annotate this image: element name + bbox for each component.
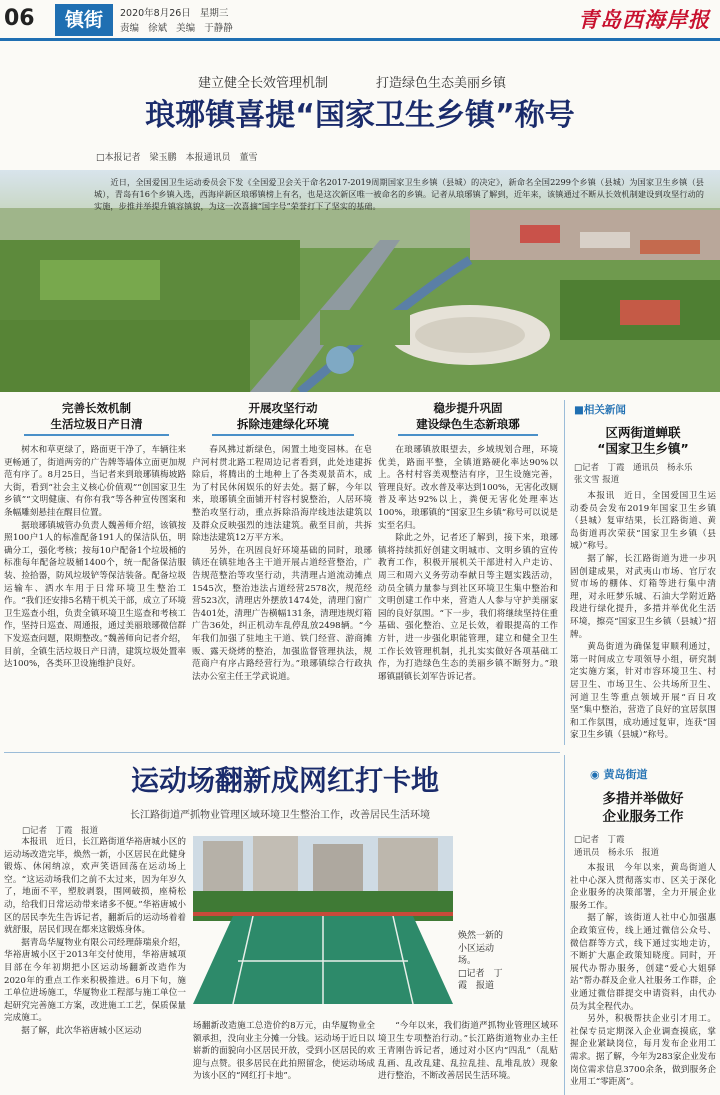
sidebar2-byline-line2: 通讯员 杨永乐 报道 — [574, 847, 660, 858]
sidebar1-byline-line1: □记者 丁霞 通讯员 杨永乐 — [574, 463, 693, 473]
story2-byline: □记者 丁霞 报道 — [22, 826, 99, 836]
location-tag: 黄岛街道 — [603, 768, 648, 781]
subhead-1-line2: 生活垃圾日产日清 — [50, 417, 143, 431]
kicker-right: 打造绿色生态美丽乡镇 — [376, 76, 507, 91]
subhead-2-line1: 开展攻坚行动 — [248, 401, 318, 415]
subhead-2-line2: 拆除违建绿化环境 — [237, 417, 329, 431]
sidebar2-para1: 本报讯 今年以来，黄岛街道人社中心深入贯彻落实市、区关于深化企业服务的决策部署，全力开展企业服务工作。 — [570, 863, 716, 911]
story2-column-3 — [378, 1020, 558, 1095]
story2-column-2 — [193, 1020, 375, 1095]
header-rule — [0, 38, 720, 41]
story1-col2-para2: 另外，在巩固良好环境基础的同时，琅琊镇还在镇驻地各主干道开展占道经营整治，广告规范整治等攻坚行动，共清理占道流动摊点1545次，整治违法占道经营2578次，规范经营523次，清理店外摆放1474处，清理门窗广告401处，清理广告横幅131条，清理违规灯箱广告36处，纠正机动车乱停乱放2498辆。“今年我们加强了驻地主干道、铁门经营、游商摊贩、露天烧烤的整治，加强监督管理执法，规范商户有序占路经营行为。”琅琊镇综合行政执法办公室主任王学武说道。 — [192, 545, 372, 682]
issue-weekday: 星期三 — [199, 8, 229, 19]
sidebar2-title-line1: 多措并举做好 — [602, 791, 684, 807]
sidebar2-title — [568, 790, 718, 826]
sports-court-photo — [193, 836, 453, 1004]
story2-headline: 运动场翻新成网红打卡地 — [130, 764, 439, 797]
sidebar2-body — [570, 862, 716, 1095]
subhead-3-line1: 稳步提升巩固 — [433, 401, 503, 415]
story1-col2-para1: 春风拂过新绿色，闲置土地变园林。在皂户河村贯北路工程周边记者看到，此处违建拆除后，将腾出的土地种上了各类观景苗木，成为了村民休闲娱乐的好去处。据了解，今年以来，琅琊镇全面铺开村容村貌整治，人居环境整治攻坚行动，重点拆除沿海岸线违法建筑以及群众反映强烈的违法建筑。截至目前，共拆除违法建筑12万平方米。 — [192, 445, 372, 544]
story2-col1-para1: 本报讯 近日，长江路街道华裕唐城小区的运动场改造完毕，焕然一新，小区居民在此健身锻炼、休闲纳凉，欢声笑语回荡在运动场上空。“这运动场我们之前不太过来，因为年岁久了，地面不平，塑胶剥裂，围网破损，座椅松动，给我们日常运动带来诸多不便。”华裕唐城小区的居民李先生告诉记者，翻新后的运动场着着就舒服，居民们现在都来这锻炼身体。 — [4, 837, 186, 936]
subhead-1-underline — [24, 434, 169, 436]
designer-label: 美编 — [176, 23, 196, 34]
sidebar1-byline — [574, 462, 693, 486]
lead-paragraph: 近日，全国爱国卫生运动委员会下发《全国爱卫会关于命名2017-2019周期国家卫生乡镇（县城）的决定》，新命名全国2299个乡镇（县城）为国家卫生乡镇（县城），青岛有16个乡镇入选，西海岸新区琅琊镇榜上有名，也是这次新区唯一被命名的乡镇。记者从琅琊镇了解到，近年来，该镇通过不断从长效机制建设到攻坚行动的实施，步推并举提升镇容镇貌，为这一次喜摘“国字号”荣誉打下了坚实的基础。 — [94, 177, 704, 211]
story1-col3-para2: 除此之外，记者还了解到，接下来，琅琊镇将持续抓好创建文明城市、文明乡镇的宣传教育工作，积极开展机关干部进村入户走访、周三和周六义务劳动奉献日等主题实践活动，动员全镇力量参与到社区环境卫生集中整治和文明创建工作中来，营造人人参与守护美丽家园的良好氛围。“下一步，我们将继续坚持住重基础、强化整治、立足长效，着眼提高的工作方针，进一步强化职能管理，建立和健全卫生工作长效管理机制，扎扎实实做好各项基础工作，为打造绿色生态的美丽乡镇不断努力。”琅琊镇副镇长刘军告诉记者。 — [378, 533, 558, 682]
story1-col1-para2: 据琅琊镇城管办负责人魏善师介绍，该镇按照100户1人的标准配备191人的保洁队伍，明确分工，强化考核；按每10户配备1个垃圾桶的标准每年配备垃圾桶1400个，统一配备保洁服装、捡拾器，防风垃圾铲等保洁装备。配备垃圾运输车、洒水车用于日常环境卫生整治工作。“我们还安排5名精干机关干部，成立了环境卫生巡查小组，负责全镇环境卫生巡查和考核工作，坚持日巡查、周通报，通过美丽琅琊微信群下发巡查问题，限期整改。”魏善师向记者介绍，目前，全镇生活垃圾日产日清，建筑垃圾处置率达100%，各类环卫设施维护良好。 — [4, 520, 186, 670]
sidebar1-body — [570, 490, 716, 745]
sidebar2-title-line2: 企业服务工作 — [602, 809, 684, 825]
subhead-3-underline — [398, 434, 538, 436]
location-pin-icon: ◉ — [590, 768, 600, 781]
photo-caption: 焕然一新的小区运动场。 — [458, 931, 504, 966]
editor-name: 徐斌 — [148, 23, 168, 34]
section-separator — [4, 752, 560, 753]
page-number: 06 — [4, 6, 35, 31]
sidebar1-para3: 黄岛街道为确保复审顺利通过，第一时间成立专项领导小组，研究制定实施方案，针对市容环境卫生、村居卫生、市场卫生、公共场所卫生、河道卫生等重点领域开展“百日攻坚”集中整治，营造了良好的宜居氛围和工作氛围，成功通过复审，连获“国家卫生乡镇（县城）”称号。 — [570, 642, 716, 741]
subhead-2 — [192, 400, 374, 436]
photo-credit: □记者 丁霞 报道 — [458, 968, 503, 991]
subhead-3-line2: 建设绿色生态新琅琊 — [416, 417, 520, 431]
sidebar2-divider — [564, 755, 565, 1095]
story1-col1-para1: 树木和草更绿了，路面更干净了，车辆往来更畅通了，街道两旁的广告牌等墙体立面更加规范有序了。8月25日，当记者来到琅琊镇梅坡路大街，看到“社会主义核心价值观”“创国家卫生乡镇”“文明健康、有你有我”等各种宣传图案和条幅雕刻悬挂在醒目位置。 — [4, 445, 186, 518]
subhead-1 — [4, 400, 189, 436]
sidebar1-title-line2: “国家卫生乡镇” — [597, 441, 689, 456]
story2-col1-para2: 据青岛华厦物业有限公司经理薛瑞泉介绍，华裕唐城小区于2013年交付使用，华裕唐城项目部在今年初期把小区运动场翻新改造作为2020年的重点工作来积极推进。6月下旬，施工单位进场施工，华厦物业工程部与施工单位一起研究完善施工方案，改进施工工艺，保质保量完成施工。 — [4, 937, 186, 1024]
story1-col3-para1: 在琅琊镇放眼望去，乡域规划合理，环境优美，路面平整，全镇道路硬化率达90%以上。各村村容美观整洁有序，卫生设施完善，管理良好。改水普及率达到100%，无害化改厕普及率达92%以上，粪便无害化处理率达100%，琅琊镇的“国家卫生乡镇”称号可以说是实至名归。 — [378, 445, 558, 531]
story2-col1-para3: 据了解，此次华裕唐城小区运动 — [21, 1025, 142, 1036]
section-name: 镇街 — [55, 4, 113, 36]
subhead-1-line1: 完善长效机制 — [62, 401, 131, 415]
story2-col2-para1: 场翻新改造施工总造价约8万元，由华厦物业全额承担，没向业主分摊一分钱。运动场于近日以崭新的面貌向小区居民开放，受到小区居民的欢迎与点赞。很多居民在此拍照留念，使运动场成为该小区的“网红打卡地”。 — [193, 1021, 375, 1082]
subhead-2-underline — [212, 434, 354, 436]
sidebar2-location — [590, 766, 647, 782]
kicker-left: 建立健全长效管理机制 — [198, 76, 329, 91]
sidebar1-title — [568, 425, 718, 457]
sidebar2-byline — [574, 834, 659, 859]
sidebar2-byline-line1: □记者 丁霞 — [574, 835, 625, 845]
subhead-3 — [378, 400, 558, 436]
story1-column-3 — [378, 444, 558, 744]
story2-col3-para1: “今年以来，我们街道严抓物业管理区域环境卫生专项整治行动。”长江路街道物业办主任王青刚告诉记者，通过对小区内“四乱”（乱贴乱画、乱改乱建、乱拉乱挂、乱堆乱放）现象进行整治，不断改善居民生活环境。 — [378, 1021, 558, 1082]
editor-label: 责编 — [120, 23, 140, 34]
sidebar1-byline-line2: 张文雪 报道 — [574, 475, 620, 485]
header-meta — [120, 6, 233, 36]
story2-column-1 — [4, 836, 186, 1095]
story1-column-1 — [4, 444, 186, 744]
newspaper-logo: 青岛西海岸报 — [578, 7, 710, 32]
story2-subtitle: 长江路街道严抓物业管理区域环境卫生整治工作，改善居民生活环境 — [130, 810, 430, 821]
related-news-tag: ■相关新闻 — [574, 404, 626, 416]
sidebar1-divider — [564, 400, 565, 745]
story1-byline: □本报记者 梁玉鹏 本报通讯员 董雪 — [96, 153, 258, 163]
sidebar1-title-line1: 区两街道蝉联 — [605, 425, 681, 440]
story1-lead — [94, 176, 704, 212]
sidebar1-para2: 据了解，长江路街道为进一步巩固创建成果，对武夷山市场、官厅农贸市场的棚体、灯箱等进行集中清理，对永旺梦乐城、石油大学附近路段进行绿化提升，多措并举优化生活环境，擦亮“国家卫生乡镇（县城）”招牌。 — [570, 553, 716, 640]
main-headline: 琅琊镇喜提“国家卫生乡镇”称号 — [145, 98, 575, 133]
story1-column-2 — [192, 444, 372, 744]
issue-date: 2020年8月26日 — [120, 8, 191, 19]
sidebar2-para2: 据了解，该街道人社中心加强惠企政策宣传，线上通过微信公众号、微信群等方式，线下通过实地走访，不断扩大惠企政策知晓度。同时，开展代办帮办服务，创建“爱心大姐驿站”帮办群及企业人社服务工作群，企业通过微信群提交申请资料，由代办员为其全程代办。 — [570, 913, 716, 1012]
sidebar1-para1: 本报讯 近日，全国爱国卫生运动委员会发布2019年国家卫生乡镇（县城）复审结果，长江路街道、黄岛街道再次荣获“国家卫生乡镇（县城）”称号。 — [570, 491, 716, 552]
sidebar2-para3: 另外，积极帮扶企业引才用工。社保专员定期深入企业调查摸底，掌握企业紧缺岗位，每月发布企业用工需求。据了解，今年为283家企业发布岗位需求信息3700余条，做到服务企业用工“零距离”。 — [570, 1014, 716, 1088]
designer-name: 于静静 — [204, 23, 233, 34]
photo-caption-block — [458, 930, 504, 993]
